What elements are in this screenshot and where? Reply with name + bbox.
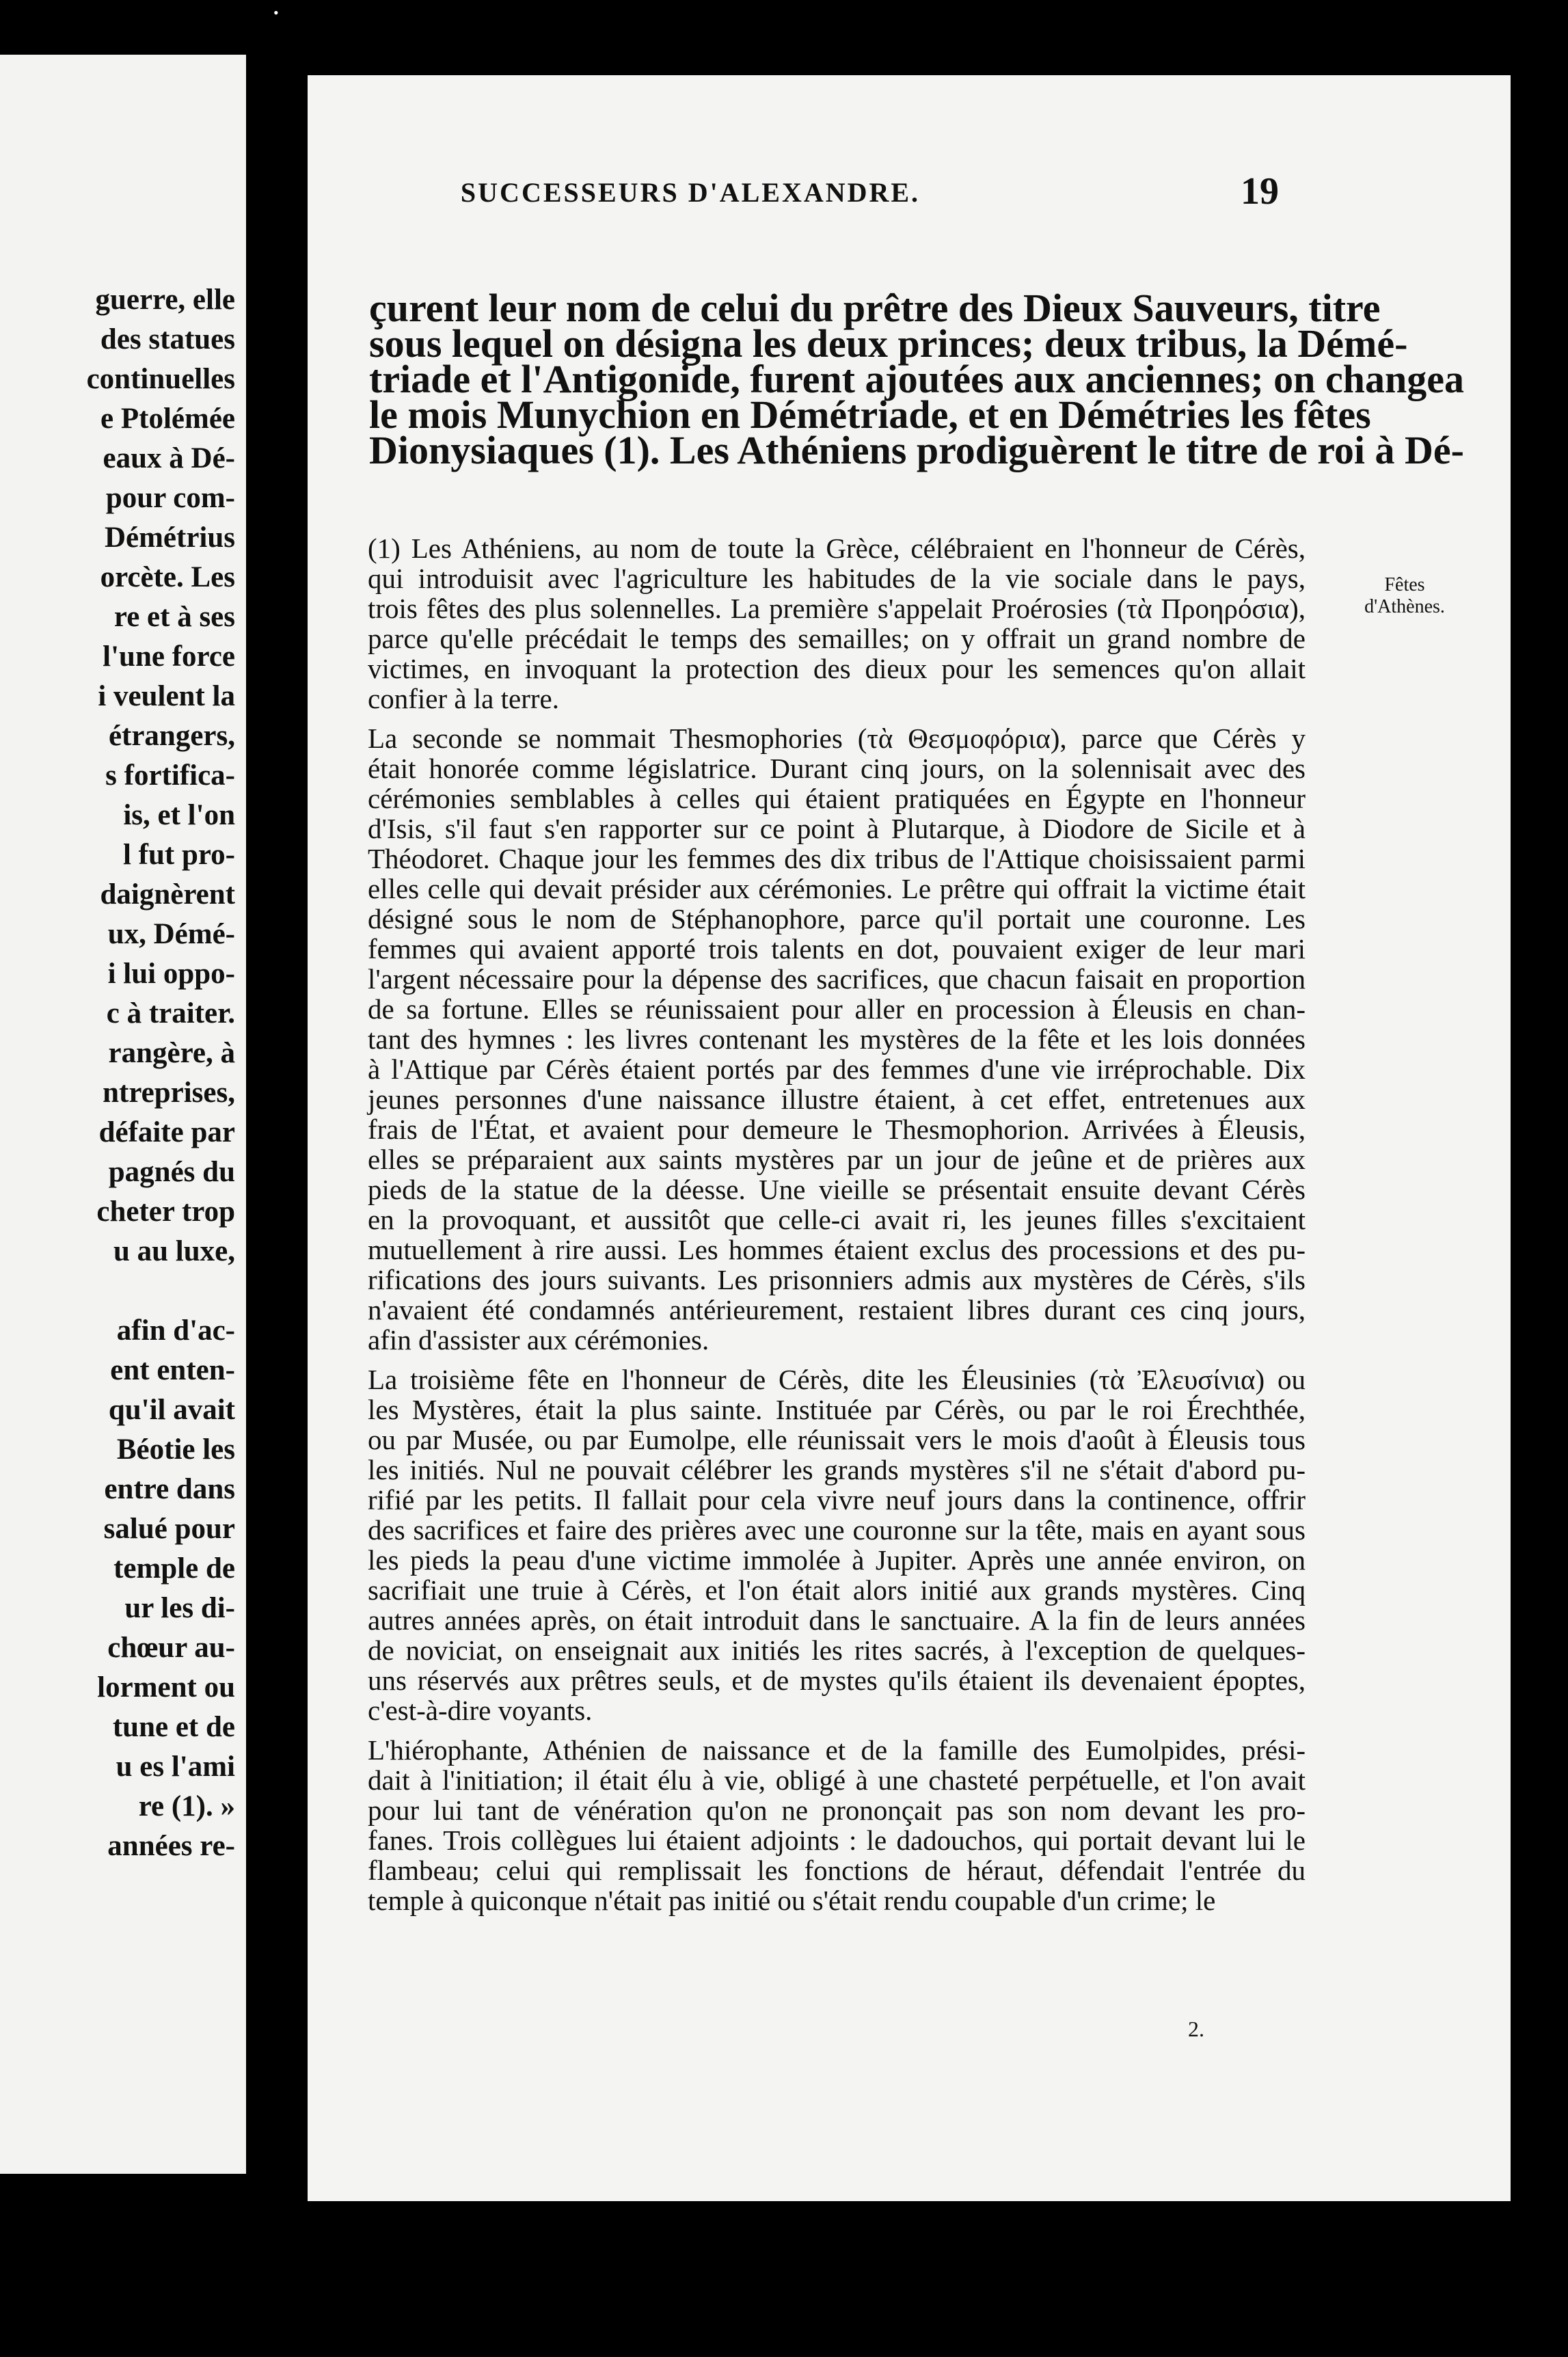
margin-note-line: d'Athènes. [1364,596,1445,617]
left-page-line: ux, Démé- [107,918,235,950]
left-page-line: étrangers, [108,720,235,752]
left-page-line: défaite par [98,1116,235,1148]
running-head: SUCCESSEURS D'ALEXANDRE. [460,177,921,208]
left-page-line: u au luxe, [113,1235,235,1267]
left-page-line: temple de [113,1552,235,1585]
footnote-line: n'avaient été condamnés antérieurement, restaient libres durant ces cinq jours, [368,1294,1306,1325]
left-page-line: orcète. Les [100,561,235,593]
footnote-line: à l'Attique par Cérès étaient portés par des femmes d'une vie irréprochable. Dix [368,1053,1306,1085]
left-page-line: ntreprises, [103,1077,235,1109]
page-number: 19 [1241,170,1279,213]
signature-mark: 2. [1188,2017,1204,2041]
left-page-line: cheter trop [96,1196,235,1228]
body-line: triade et l'Antigonide, furent ajoutées aux anciennes; on changea [369,357,1464,401]
scan-speck: • [273,4,279,21]
left-page-line: salué pour [103,1513,235,1545]
left-page-line: re (1). » [138,1790,235,1822]
footnote-line: rifications des jours suivants. Les prisonniers admis aux mystères de Cérès, s'ils [368,1264,1306,1295]
footnote-line: dait à l'initiation; il était élu à vie, obligé à une chasteté perpétuelle, et l'on avait [368,1764,1306,1796]
footnote-line: La seconde se nommait Thesmophories (τὰ Θεσμοφόρια), parce que Cérès y [368,723,1306,754]
footnote-line: ou par Musée, ou par Eumolpe, elle réunissait vers le mois d'août à Éleusis tous [368,1424,1306,1455]
footnote-line: d'Isis, s'il faut s'en rapporter sur ce point à Plutarque, à Diodore de Sicile et à [368,813,1306,844]
left-page-line: ent enten- [110,1354,235,1386]
footnote-line: femmes qui avaient apporté trois talents en dot, pouvaient exiger de leur mari [368,933,1306,965]
footnote-line: uns réservés aux prêtres seuls, et de mystes qu'ils étaient ils devenaient époptes, [368,1665,1306,1696]
left-page-line: u es l'ami [116,1751,235,1783]
left-page-line: daignèrent [100,878,235,911]
footnote-line: les pieds la peau d'une victime immolée à Jupiter. Après une année environ, on [368,1544,1306,1576]
left-page-line: eaux à Dé- [103,442,235,474]
footnote-line: cérémonies semblables à celles qui étaient pratiquées en Égypte en l'honneur [368,783,1306,814]
footnote-line: jeunes personnes d'une naissance illustre étaient, à cet effet, entretenues aux [368,1083,1306,1115]
footnote-text [368,533,1306,1915]
body-line: sous lequel on désigna les deux princes; deux tribus, la Démé- [369,321,1408,366]
footnote-line: temple à quiconque n'était pas initié ou s'était rendu coupable d'un crime; le [368,1885,1216,1916]
footnote-line: les initiés. Nul ne pouvait célébrer les grands mystères s'il ne s'était d'abord pu- [368,1454,1306,1485]
left-page-line: i veulent la [98,680,235,712]
footnote-line: L'hiérophante, Athénien de naissance et de la famille des Eumolpides, prési- [368,1734,1306,1766]
left-page-line: pour com- [105,482,235,514]
footnote-line: afin d'assister aux cérémonies. [368,1324,709,1356]
left-page-line: qu'il avait [108,1394,235,1426]
footnote-line: sacrifiait une truie à Cérès, et l'on était alors initié aux grands mystères. Cinq [368,1574,1306,1606]
margin-note [1333,574,1476,618]
footnote-line: fanes. Trois collègues lui étaient adjoints : le dadouchos, qui portait devant lui le [368,1824,1306,1856]
left-page-line: lorment ou [97,1671,235,1703]
left-page-line: Démétrius [104,522,235,554]
left-page-line: afin d'ac- [116,1315,235,1347]
footnote-line: qui introduisit avec l'agriculture les habitudes de la vie sociale dans le pays, [368,563,1306,594]
left-page-line: l'une force [103,641,235,673]
left-page-line: Béotie les [116,1433,235,1466]
left-page-line [87,1271,235,1311]
margin-note-line: Fêtes [1384,574,1425,595]
footnote-line: autres années après, on était introduit dans le sanctuaire. A la fin de leurs années [368,1604,1306,1636]
footnote-line: c'est-à-dire voyants. [368,1695,593,1726]
left-page-line: re et à ses [113,601,235,633]
body-line: Dionysiaques (1). Les Athéniens prodiguèrent le titre de roi à Dé- [369,428,1464,472]
left-page-line: continuelles [86,363,235,395]
footnote-line: trois fêtes des plus solennelles. La première s'appelait Proérosies (τὰ Προηρόσια), [368,593,1306,624]
footnote-line: victimes, en invoquant la protection des dieux pour les semences qu'on allait [368,653,1306,684]
left-page-line: c à traiter. [106,997,235,1029]
left-page-fragment [0,55,246,2174]
left-page-line: l fut pro- [122,839,235,871]
left-page-lines [87,280,235,1866]
left-page-line: ur les di- [124,1592,235,1624]
footnote-line: tant des hymnes : les livres contenant les mystères de la fête et les lois données [368,1023,1306,1055]
footnote-line: Théodoret. Chaque jour les femmes des dix tribus de l'Attique choisissaient parmi [368,843,1306,874]
footnote-line: en la provoquant, et aussitôt que celle-ci avait ri, les jeunes filles s'excitaient [368,1204,1306,1235]
footnote-line: rifié par les petits. Il fallait pour cela vivre neuf jours dans la continence, offrir [368,1484,1306,1516]
footnote-line: elles celle qui devait présider aux cérémonies. Le prêtre qui offrait la victime était [368,873,1306,904]
footnote-line: confier à la terre. [368,683,559,714]
body-text [369,286,1464,472]
left-page-line: chœur au- [107,1632,235,1664]
footnote-line: l'argent nécessaire pour la dépense des sacrifices, que chacun faisait en proportion [368,963,1306,995]
footnote-line: parce qu'elle précédait le temps des semailles; on y offrait un grand nombre de [368,623,1306,654]
footnote-line: désigné sous le nom de Stéphanophore, parce qu'il portait une couronne. Les [368,903,1306,934]
left-page-line: pagnés du [108,1156,235,1188]
footnote-line: (1) Les Athéniens, au nom de toute la Grèce, célébraient en l'honneur de Cérès, [368,533,1306,564]
footnote-line: les Mystères, était la plus sainte. Instituée par Cérès, ou par le roi Érechthée, [368,1394,1306,1425]
footnote-line: flambeau; celui qui remplissait les fonctions de héraut, défendait l'entrée du [368,1855,1306,1886]
left-page-line: tune et de [112,1711,235,1743]
footnote-line: elles se préparaient aux saints mystères par un jour de jeûne et de prières aux [368,1144,1306,1175]
left-page-line: des statues [100,323,235,355]
left-page-line: rangère, à [108,1037,235,1069]
footnote-line: de noviciat, on enseignait aux initiés les rites sacrés, à l'exception de quelques- [368,1634,1306,1666]
left-page-line: guerre, elle [95,284,235,316]
footnote-line: mutuellement à rire aussi. Les hommes étaient exclus des processions et des pu- [368,1234,1306,1265]
left-page-line: années re- [107,1830,235,1862]
body-line: çurent leur nom de celui du prêtre des Dieux Sauveurs, titre [369,286,1381,330]
left-page-line: entre dans [104,1473,235,1505]
body-line: le mois Munychion en Démétriade, et en Démétries les fêtes [369,392,1371,437]
footnote-line: pieds de la statue de la déesse. Une vieille se présentait ensuite devant Cérès [368,1174,1306,1205]
footnote-line: des sacrifices et faire des prières avec une couronne sur la tête, mais en ayant sous [368,1514,1306,1546]
footnote-line: était honorée comme législatrice. Durant cinq jours, on la solennisait avec des [368,753,1306,784]
left-page-line: is, et l'on [123,799,235,831]
left-page-line: s fortifica- [105,759,235,792]
footnote-line: pour lui tant de vénération qu'on ne prononçait pas son nom devant les pro- [368,1794,1306,1826]
left-page-line: i lui oppo- [107,958,235,990]
left-page-line: e Ptolémée [100,403,235,435]
footnote-line: de sa fortune. Elles se réunissaient pour aller en procession à Éleusis en chan- [368,993,1306,1025]
footnote-line: frais de l'État, et avaient pour demeure le Thesmophorion. Arrivées à Éleusis, [368,1114,1306,1145]
footnote-line: La troisième fête en l'honneur de Cérès, dite les Éleusinies (τὰ Ἐλευσίνια) ou [368,1364,1306,1395]
